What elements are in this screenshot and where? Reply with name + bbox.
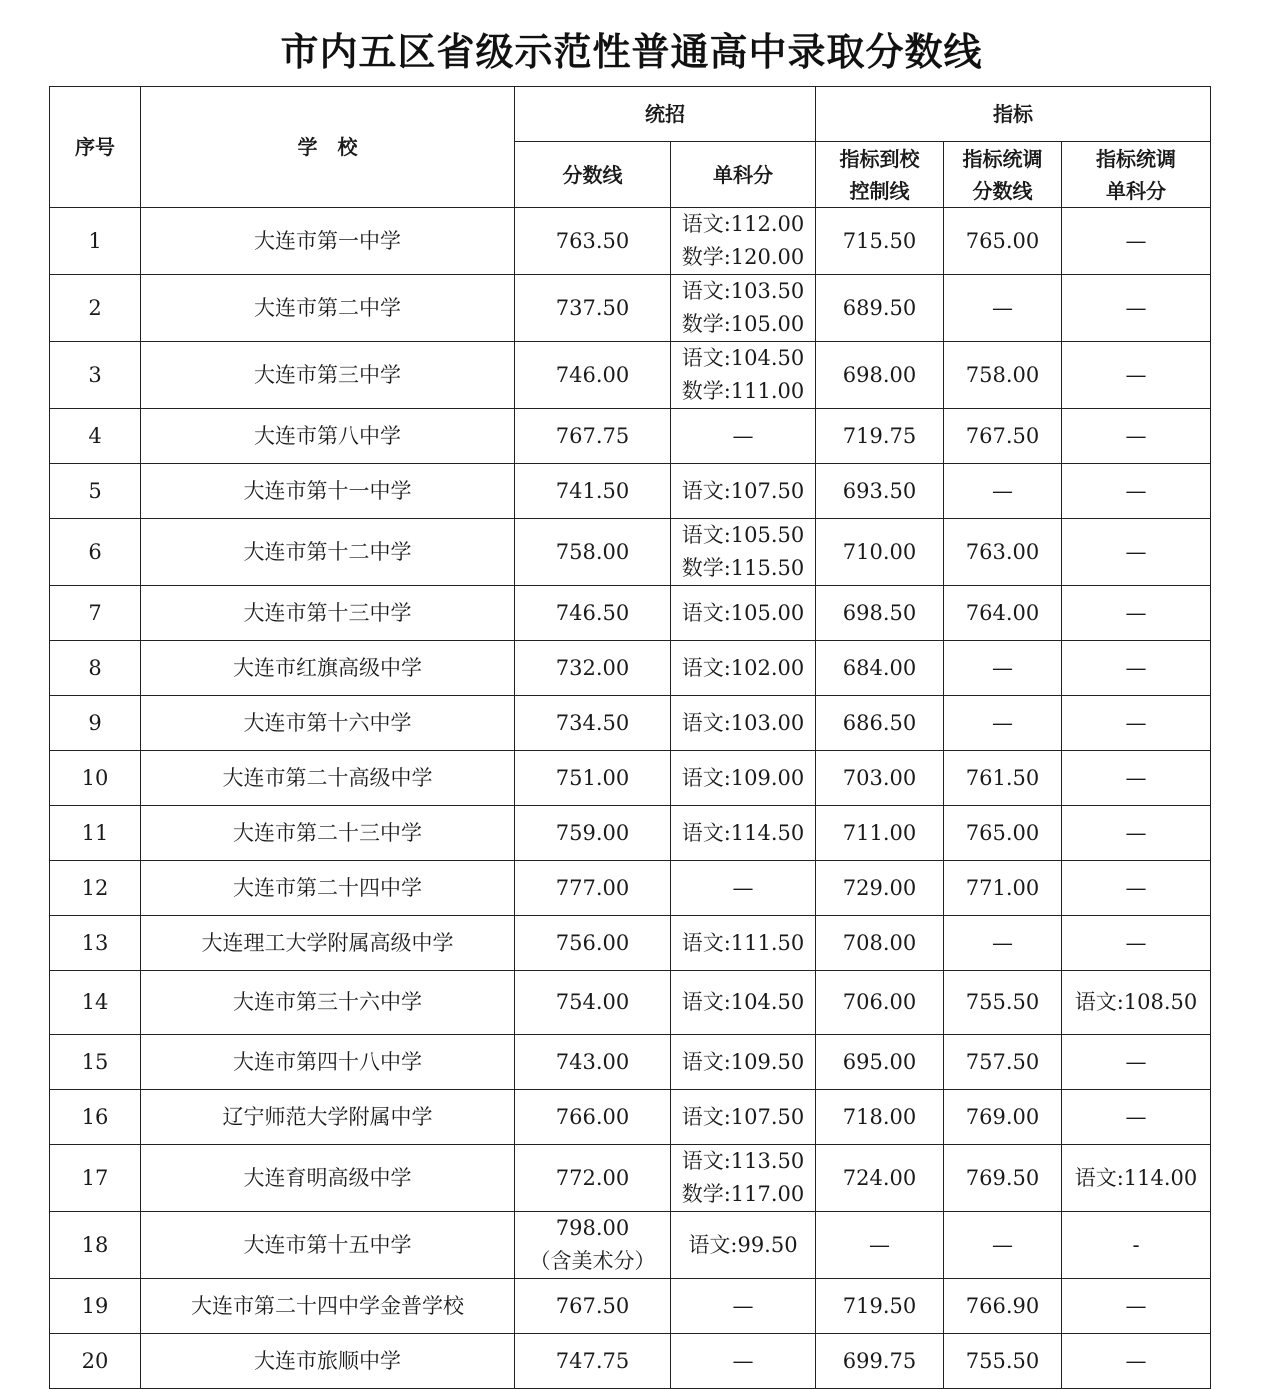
single-cell-line: 语文:99.50: [688, 1232, 798, 1257]
zb-single-cell: -: [1062, 1212, 1211, 1279]
school-cell: 大连市第十二中学: [141, 519, 515, 586]
seq-cell: 18: [50, 1212, 141, 1279]
zb-adjust-cell-line: 771.00: [965, 875, 1040, 900]
zb-adjust-cell: [944, 1145, 1062, 1212]
zb-adjust-cell: [944, 464, 1062, 519]
single-cell: [671, 275, 816, 342]
zb-adjust-cell-line: 765.00: [965, 228, 1040, 253]
single-cell: [671, 586, 816, 641]
header-cutoff: 分数线: [515, 142, 671, 208]
header-single: 单科分: [671, 142, 816, 208]
table-row: [50, 208, 1211, 275]
header-zhibiao: 指标: [816, 87, 1211, 142]
cutoff-value: 751.00: [555, 765, 630, 790]
table-row: [50, 1145, 1211, 1212]
zb-single-cell: —: [1062, 1334, 1211, 1389]
zb-single-cell: —: [1062, 409, 1211, 464]
cutoff-value: 741.50: [555, 478, 630, 503]
zb-single-cell: —: [1062, 806, 1211, 861]
seq-cell: 1: [50, 208, 141, 275]
cutoff-cell: [515, 519, 671, 586]
zb-control-cell: 695.00: [816, 1035, 944, 1090]
zb-adjust-cell: [944, 861, 1062, 916]
zb-control-cell: 718.00: [816, 1090, 944, 1145]
header-school: 学 校: [141, 87, 515, 208]
zb-adjust-cell: [944, 971, 1062, 1035]
single-cell: [671, 751, 816, 806]
table-row: [50, 1212, 1211, 1279]
single-cell: [671, 1334, 816, 1389]
seq-cell: 3: [50, 342, 141, 409]
single-cell: [671, 861, 816, 916]
table-row: [50, 751, 1211, 806]
cutoff-cell: [515, 409, 671, 464]
cutoff-value: 747.75: [555, 1348, 630, 1373]
seq-cell: 17: [50, 1145, 141, 1212]
zb-adjust-cell-line: 764.00: [965, 600, 1040, 625]
single-cell-line: 语文:105.00: [681, 600, 805, 625]
seq-cell: 15: [50, 1035, 141, 1090]
cutoff-value: 777.00: [555, 875, 630, 900]
zb-single-cell: —: [1062, 861, 1211, 916]
cutoff-cell: [515, 1334, 671, 1389]
cutoff-cell: [515, 1090, 671, 1145]
zb-single-cell: —: [1062, 751, 1211, 806]
single-cell-line: —: [732, 1348, 754, 1373]
header-zb-single-line2: 单科分: [1106, 178, 1166, 203]
zb-adjust-cell: [944, 1279, 1062, 1334]
school-cell: 大连市第三十六中学: [141, 971, 515, 1035]
seq-cell: 8: [50, 641, 141, 696]
zb-control-cell: 684.00: [816, 641, 944, 696]
single-cell-line: 语文:109.50: [681, 1049, 805, 1074]
seq-cell: 14: [50, 971, 141, 1035]
single-cell-line: —: [732, 423, 754, 448]
cutoff-cell: [515, 916, 671, 971]
zb-control-cell: 710.00: [816, 519, 944, 586]
seq-cell: 7: [50, 586, 141, 641]
zb-single-cell: —: [1062, 1090, 1211, 1145]
single-cell: [671, 971, 816, 1035]
zb-adjust-cell: [944, 1334, 1062, 1389]
zb-adjust-cell-line: 766.90: [965, 1293, 1040, 1318]
single-cell-line: —: [732, 1293, 754, 1318]
school-cell: 大连市第十一中学: [141, 464, 515, 519]
header-zb-control-line2: 控制线: [849, 178, 910, 203]
zb-adjust-cell: [944, 275, 1062, 342]
zb-adjust-cell-line: 755.50: [965, 990, 1040, 1014]
zb-control-cell: 715.50: [816, 208, 944, 275]
zb-adjust-cell: [944, 519, 1062, 586]
zb-adjust-cell: [944, 409, 1062, 464]
table-row: [50, 1035, 1211, 1090]
zb-adjust-cell: [944, 751, 1062, 806]
cutoff-cell: [515, 275, 671, 342]
zb-adjust-cell-line: 763.00: [965, 539, 1040, 564]
score-table: [49, 86, 1211, 1389]
school-cell: 大连市第十五中学: [141, 1212, 515, 1279]
single-cell: [671, 208, 816, 275]
zb-adjust-cell: [944, 696, 1062, 751]
zb-adjust-cell-line: —: [992, 655, 1013, 680]
single-cell: [671, 1090, 816, 1145]
zb-adjust-cell: [944, 342, 1062, 409]
header-zb-adjust: [944, 142, 1062, 208]
zb-control-cell: 693.50: [816, 464, 944, 519]
header-zb-single-line1: 指标统调: [1096, 146, 1176, 171]
school-cell: 大连市第十三中学: [141, 586, 515, 641]
cutoff-cell: [515, 751, 671, 806]
single-cell: [671, 696, 816, 751]
table-row: [50, 916, 1211, 971]
cutoff-value: 732.00: [555, 655, 630, 680]
zb-single-cell: 语文:114.00: [1062, 1145, 1211, 1212]
single-cell-line: 语文:114.50: [681, 820, 805, 845]
cutoff-cell: [515, 342, 671, 409]
zb-adjust-cell-line: —: [992, 1232, 1013, 1257]
school-cell: 大连市第二中学: [141, 275, 515, 342]
cutoff-value: 766.00: [555, 1104, 630, 1129]
school-cell: 大连市第二十四中学金普学校: [141, 1279, 515, 1334]
zb-adjust-cell: [944, 1212, 1062, 1279]
single-cell: [671, 806, 816, 861]
single-cell: [671, 1212, 816, 1279]
zb-adjust-cell: [944, 806, 1062, 861]
single-cell-line: 语文:102.00: [681, 655, 805, 680]
table-row: [50, 275, 1211, 342]
zb-adjust-cell: [944, 586, 1062, 641]
zb-single-cell: —: [1062, 275, 1211, 342]
header-zb-control: [816, 142, 944, 208]
school-cell: 大连育明高级中学: [141, 1145, 515, 1212]
cutoff-value: 772.00: [555, 1165, 630, 1190]
single-cell: [671, 464, 816, 519]
table-row: [50, 971, 1211, 1035]
school-cell: 大连市第一中学: [141, 208, 515, 275]
zb-adjust-cell-line: 765.00: [965, 820, 1040, 845]
zb-single-cell: —: [1062, 586, 1211, 641]
school-cell: 大连市红旗高级中学: [141, 641, 515, 696]
header-zb-adjust-line1: 指标统调: [962, 146, 1043, 171]
table-row: [50, 1090, 1211, 1145]
zb-single-cell: —: [1062, 342, 1211, 409]
zb-single-cell: —: [1062, 1035, 1211, 1090]
zb-adjust-cell-line: —: [992, 478, 1013, 503]
cutoff-value: 756.00: [555, 930, 630, 955]
zb-single-cell: —: [1062, 696, 1211, 751]
zb-adjust-cell-line: 769.50: [965, 1165, 1040, 1190]
cutoff-cell: [515, 806, 671, 861]
single-cell: [671, 916, 816, 971]
header-seq: 序号: [50, 87, 141, 208]
single-cell-line: 数学:115.50: [681, 556, 805, 580]
school-cell: 大连市第二十三中学: [141, 806, 515, 861]
zb-single-cell: —: [1062, 464, 1211, 519]
zb-single-cell: —: [1062, 1279, 1211, 1334]
zb-control-cell: 698.00: [816, 342, 944, 409]
cutoff-value: 763.50: [555, 228, 630, 253]
cutoff-value: 754.00: [555, 990, 630, 1014]
cutoff-value: 758.00: [555, 539, 630, 564]
zb-adjust-cell: [944, 1090, 1062, 1145]
seq-cell: 5: [50, 464, 141, 519]
zb-single-cell: —: [1062, 208, 1211, 275]
seq-cell: 13: [50, 916, 141, 971]
single-cell-line: 语文:103.50: [681, 279, 805, 303]
cutoff-value: 798.00: [555, 1216, 630, 1240]
single-cell-line: 语文:104.50: [681, 990, 805, 1014]
cutoff-value: 759.00: [555, 820, 630, 845]
cutoff-cell: [515, 586, 671, 641]
cutoff-value: 746.50: [555, 600, 630, 625]
single-cell-line: 数学:105.00: [681, 312, 805, 336]
cutoff-cell: [515, 971, 671, 1035]
table-row: [50, 464, 1211, 519]
header-zb-control-line1: 指标到校: [839, 146, 920, 171]
school-cell: 辽宁师范大学附属中学: [141, 1090, 515, 1145]
school-cell: 大连市旅顺中学: [141, 1334, 515, 1389]
table-row: [50, 1334, 1211, 1389]
cutoff-cell: [515, 1035, 671, 1090]
single-cell-line: 语文:113.50: [681, 1149, 805, 1173]
cutoff-cell: [515, 1279, 671, 1334]
cutoff-value: 743.00: [555, 1049, 630, 1074]
single-cell-line: 数学:117.00: [681, 1182, 805, 1206]
cutoff-value: 737.50: [555, 295, 630, 320]
cutoff-value: 767.50: [555, 1293, 630, 1318]
zb-control-cell: 724.00: [816, 1145, 944, 1212]
single-cell: [671, 409, 816, 464]
zb-control-cell: 719.50: [816, 1279, 944, 1334]
seq-cell: 12: [50, 861, 141, 916]
single-cell-line: 语文:107.50: [681, 1104, 805, 1129]
zb-adjust-cell-line: 761.50: [965, 765, 1040, 790]
zb-control-cell: 686.50: [816, 696, 944, 751]
single-cell: [671, 519, 816, 586]
cutoff-cell: [515, 1145, 671, 1212]
cutoff-cell: [515, 208, 671, 275]
zb-adjust-cell-line: 758.00: [965, 362, 1040, 387]
seq-cell: 6: [50, 519, 141, 586]
zb-adjust-cell-line: 767.50: [965, 423, 1040, 448]
single-cell-line: 数学:111.00: [681, 379, 805, 403]
single-cell: [671, 1145, 816, 1212]
table-row: [50, 519, 1211, 586]
school-cell: 大连市第十六中学: [141, 696, 515, 751]
zb-adjust-cell: [944, 208, 1062, 275]
zb-single-cell: 语文:108.50: [1062, 971, 1211, 1035]
single-cell-line: 语文:103.00: [681, 710, 805, 735]
single-cell-line: 语文:104.50: [681, 346, 805, 370]
school-cell: 大连市第二十高级中学: [141, 751, 515, 806]
table-row: [50, 586, 1211, 641]
seq-cell: 19: [50, 1279, 141, 1334]
school-cell: 大连理工大学附属高级中学: [141, 916, 515, 971]
zb-control-cell: 706.00: [816, 971, 944, 1035]
cutoff-cell: [515, 1212, 671, 1279]
cutoff-cell: [515, 641, 671, 696]
school-cell: 大连市第二十四中学: [141, 861, 515, 916]
seq-cell: 4: [50, 409, 141, 464]
cutoff-value: 746.00: [555, 362, 630, 387]
zb-control-cell: —: [816, 1212, 944, 1279]
page-title: 市内五区省级示范性普通高中录取分数线: [280, 30, 983, 74]
table-row: [50, 342, 1211, 409]
table-body: [50, 208, 1211, 1389]
single-cell-line: 语文:107.50: [681, 478, 805, 503]
seq-cell: 9: [50, 696, 141, 751]
header-zb-single: [1062, 142, 1211, 208]
table-row: [50, 641, 1211, 696]
zb-control-cell: 703.00: [816, 751, 944, 806]
table-row: [50, 696, 1211, 751]
cutoff-cell: [515, 861, 671, 916]
single-cell: [671, 1035, 816, 1090]
zb-adjust-cell-line: —: [992, 710, 1013, 735]
single-cell-line: 语文:111.50: [681, 930, 805, 955]
zb-adjust-cell: [944, 916, 1062, 971]
cutoff-value: 767.75: [555, 423, 630, 448]
zb-single-cell: —: [1062, 916, 1211, 971]
zb-control-cell: 698.50: [816, 586, 944, 641]
zb-single-cell: —: [1062, 519, 1211, 586]
zb-control-cell: 708.00: [816, 916, 944, 971]
single-cell-line: 数学:120.00: [681, 245, 805, 269]
table-row: [50, 409, 1211, 464]
zb-control-cell: 711.00: [816, 806, 944, 861]
cutoff-value: 734.50: [555, 710, 630, 735]
table-row: [50, 1279, 1211, 1334]
seq-cell: 16: [50, 1090, 141, 1145]
zb-adjust-cell-line: 757.50: [965, 1049, 1040, 1074]
school-cell: 大连市第三中学: [141, 342, 515, 409]
zb-control-cell: 689.50: [816, 275, 944, 342]
zb-adjust-cell: [944, 641, 1062, 696]
header-tongzhao: 统招: [515, 87, 816, 142]
school-cell: 大连市第四十八中学: [141, 1035, 515, 1090]
zb-single-cell: —: [1062, 641, 1211, 696]
cutoff-note: （含美术分）: [529, 1249, 656, 1273]
single-cell-line: —: [732, 875, 754, 900]
zb-control-cell: 719.75: [816, 409, 944, 464]
seq-cell: 2: [50, 275, 141, 342]
seq-cell: 20: [50, 1334, 141, 1389]
zb-adjust-cell: [944, 1035, 1062, 1090]
zb-adjust-cell-line: 769.00: [965, 1104, 1040, 1129]
zb-control-cell: 699.75: [816, 1334, 944, 1389]
zb-adjust-cell-line: —: [992, 930, 1013, 955]
cutoff-cell: [515, 696, 671, 751]
single-cell-line: 语文:109.00: [681, 765, 805, 790]
school-cell: 大连市第八中学: [141, 409, 515, 464]
single-cell-line: 语文:105.50: [681, 523, 805, 547]
cutoff-cell: [515, 464, 671, 519]
seq-cell: 11: [50, 806, 141, 861]
table-row: [50, 861, 1211, 916]
zb-control-cell: 729.00: [816, 861, 944, 916]
seq-cell: 10: [50, 751, 141, 806]
table-row: [50, 806, 1211, 861]
single-cell-line: 语文:112.00: [681, 212, 805, 236]
header-zb-adjust-line2: 分数线: [972, 178, 1033, 203]
zb-adjust-cell-line: 755.50: [965, 1348, 1040, 1373]
single-cell: [671, 641, 816, 696]
single-cell: [671, 1279, 816, 1334]
single-cell: [671, 342, 816, 409]
zb-adjust-cell-line: —: [992, 295, 1013, 320]
